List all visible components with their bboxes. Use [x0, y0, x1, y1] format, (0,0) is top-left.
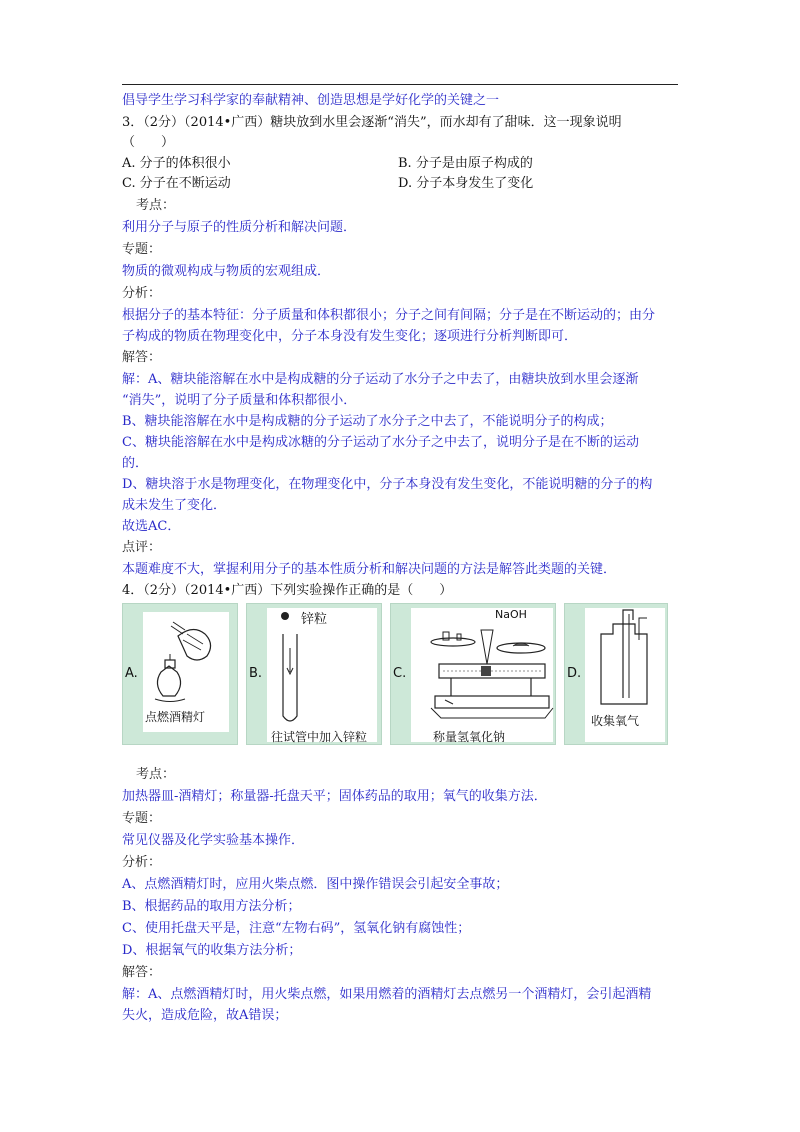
text-line: 子构成的物质在物理变化中，分子本身没有发生变化；逐项进行分析判断即可．: [122, 329, 578, 344]
text-line: 考点：: [136, 198, 176, 213]
text-line: A. 分子的体积很小: [122, 156, 231, 171]
balance-icon: [391, 604, 557, 746]
text-line: 考点：: [136, 767, 176, 782]
text-line: 专题：: [122, 811, 162, 826]
text-line: 解：A、点燃酒精灯时，用火柴点燃，如果用燃着的酒精灯去点燃另一个酒精灯，会引起酒精: [122, 987, 652, 1002]
text-line: 利用分子与原子的性质分析和解决问题．: [122, 220, 357, 235]
figure-b-caption: 往试管中加入锌粒: [271, 730, 368, 744]
question-4-figures: [122, 603, 662, 745]
text-line: 3．（2分）（2014•广西）糖块放到水里会逐渐“消失”，而水却有了甜味．这一现象说明: [122, 115, 622, 130]
text-line: B. 分子是由原子构成的: [398, 156, 533, 171]
text-line: 故选AC．: [122, 519, 181, 534]
text-line: 倡导学生学习科学家的奉献精神、创造思想是学好化学的关键之一: [122, 93, 500, 108]
text-line: 解答：: [122, 965, 162, 980]
text-line: C、使用托盘天平是，注意“左物右码”，氢氧化钠有腐蚀性；: [122, 921, 471, 936]
text-line: D. 分子本身发生了变化: [398, 176, 534, 191]
text-line: 点评：: [122, 540, 162, 555]
text-line: 本题难度不大，掌握利用分子的基本性质分析和解决问题的方法是解答此类题的关键．: [122, 562, 617, 577]
figure-a-alcohol-lamp: [122, 603, 238, 745]
text-line: 成未发生了变化．: [122, 498, 227, 513]
text-line: （ ）: [122, 135, 175, 150]
header-rule: [122, 84, 678, 85]
figure-a-caption: 点燃酒精灯: [145, 710, 206, 724]
text-line: 解：A、糖块能溶解在水中是构成糖的分子运动了水分子之中去了，由糖块放到水里会逐渐: [122, 372, 639, 387]
figure-a-letter: A.: [125, 666, 138, 681]
text-line: D、根据氧气的收集方法分析；: [122, 943, 302, 958]
text-line: 分析：: [122, 855, 162, 870]
text-line: C. 分子在不断运动: [122, 176, 231, 191]
text-line: B、糖块能溶解在水中是构成糖的分子运动了水分子之中去了，不能说明分子的构成；: [122, 414, 613, 429]
text-line: C、糖块能溶解在水中是构成冰糖的分子运动了水分子之中去了，说明分子是在不断的运动: [122, 435, 639, 450]
text-line: A、点燃酒精灯时，应用火柴点燃．图中操作错误会引起安全事故；: [122, 877, 509, 892]
figure-c-balance: [390, 603, 556, 745]
text-line: 4．（2分）（2014•广西）下列实验操作正确的是（ ）: [122, 583, 453, 598]
figure-c-letter: C.: [393, 666, 407, 681]
figure-b-label: 锌粒: [301, 612, 328, 627]
figure-d-gas-collection: [564, 603, 668, 745]
text-line: D、糖块溶于水是物理变化，在物理变化中，分子本身没有发生变化，不能说明糖的分子的构: [122, 477, 653, 492]
text-line: 解答：: [122, 350, 162, 365]
figure-c-caption: 称量氢氧化钠: [433, 730, 506, 744]
figure-c-label: NaOH: [495, 608, 527, 621]
figure-b-letter: B.: [249, 666, 263, 681]
text-line: 常见仪器及化学实验基本操作．: [122, 833, 305, 848]
text-line: 失火，造成危险，故A错误；: [122, 1008, 288, 1023]
text-line: 加热器皿-酒精灯；称量器-托盘天平；固体药品的取用；氧气的收集方法．: [122, 789, 547, 804]
text-line: “消失”，说明了分子质量和体积都很小．: [122, 393, 357, 408]
text-line: B、根据药品的取用方法分析；: [122, 899, 301, 914]
text-line: 物质的微观构成与物质的宏观组成．: [122, 264, 331, 279]
figure-d-caption: 收集氧气: [591, 714, 640, 728]
figure-d-letter: D.: [567, 666, 582, 681]
text-line: 根据分子的基本特征：分子质量和体积都很小；分子之间有间隔；分子是在不断运动的；由分: [122, 308, 656, 323]
text-line: 的．: [122, 456, 149, 471]
text-line: 专题：: [122, 242, 162, 257]
figure-b-test-tube: [246, 603, 382, 745]
text-line: 分析：: [122, 286, 162, 301]
